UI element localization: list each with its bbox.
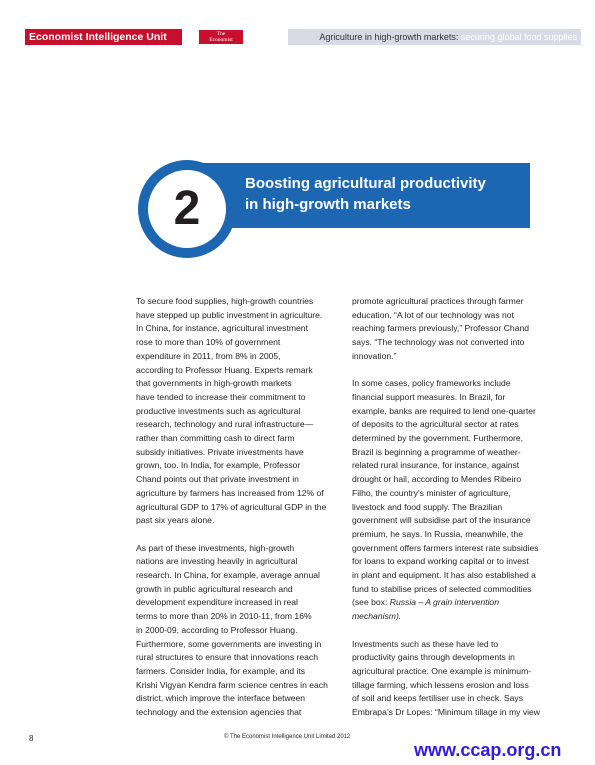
text-line: innovation.” <box>352 350 397 361</box>
text-line: expenditure in 2011, from 8% in 2005, <box>136 350 281 361</box>
text-line: promote agricultural practices through farmer <box>352 296 524 306</box>
text-line: development expenditure increased in real <box>136 597 298 608</box>
text-line: Furthermore, some governments are investing in <box>136 638 322 649</box>
text-line: livestock and food supply. The Brazilian <box>352 501 503 512</box>
chapter-number-circle <box>138 160 236 258</box>
text-line: have stepped up public investment in agriculture. <box>136 309 323 320</box>
text-line: technology and the extension agencies that <box>136 707 302 718</box>
text-line: of soil and keeps fertiliser use in check. Says <box>352 693 524 704</box>
text-line: nations are investing heavily in agricultural <box>136 556 298 567</box>
text-line: reaching farmers previously,” Professor Chand <box>352 323 530 334</box>
box-reference: Russia – A grain intervention <box>389 597 499 608</box>
text-line: Chand points out that private investment in <box>136 474 299 485</box>
text-line: related rural insurance, for instance, against <box>352 460 520 471</box>
eiu-brand: Economist Intelligence Unit <box>25 29 182 45</box>
see-box-prefix: (see box: <box>352 597 390 608</box>
logo-line-1: The <box>216 31 226 37</box>
text-line: fund to stabilise prices of selected commodities <box>352 583 532 594</box>
paragraph-gap <box>352 624 567 638</box>
text-line: agricultural practice. One example is minimum- <box>352 665 532 676</box>
text-line: farmers. Consider India, for example, and its <box>136 665 306 676</box>
text-line: education. “A lot of our technology was not <box>352 309 514 320</box>
text-line: As part of these investments, high-growth <box>136 542 295 553</box>
text-line: Investments such as these have led to <box>352 638 499 649</box>
copyright-notice: © The Economist Intelligence Unit Limited 2012 <box>224 734 351 740</box>
body-column-left <box>136 295 348 720</box>
page-header <box>25 29 581 45</box>
header-title <box>319 29 577 45</box>
text-line: productivity gains through developments in <box>352 652 515 663</box>
text-line: of deposits to the agricultural sector at rates <box>352 419 519 430</box>
chapter-banner <box>138 160 530 258</box>
economist-logo <box>199 30 243 44</box>
text-line: Filho, the country’s minister of agriculture, <box>352 487 511 498</box>
text-line: financial support measures. In Brazil, for <box>352 391 506 402</box>
chapter-title-line-1: Boosting agricultural productivity <box>245 175 486 192</box>
text-line: drought or hail, according to Mendes Ribeiro <box>352 474 522 485</box>
text-line: Krishi Vigyan Kendra farm science centres in each <box>136 679 328 690</box>
text-line: determined by the government. Furthermore, <box>352 433 524 444</box>
paragraph-gap <box>352 364 567 378</box>
text-line: example, banks are required to lend one-quarter <box>352 405 536 416</box>
text-line <box>352 596 567 610</box>
text-line: that governments in high-growth markets <box>136 378 292 389</box>
text-line: Embrapa’s Dr Lopes: “Minimum tillage in my view <box>352 707 541 718</box>
chapter-title <box>245 173 525 215</box>
chapter-number: 2 <box>148 170 226 248</box>
text-line: In China, for instance, agricultural investment <box>136 323 308 334</box>
text-line: rather than committing cash to direct farm <box>136 433 295 444</box>
text-line: in plant and equipment. It has also established a <box>352 570 536 581</box>
text-line: In some cases, policy frameworks include <box>352 378 511 389</box>
text-line: district, which improve the interface between <box>136 693 306 704</box>
paragraph-gap <box>136 528 348 542</box>
text-line: agriculture by farmers has increased from 12% of <box>136 487 324 498</box>
chapter-title-line-2: in high-growth markets <box>245 196 411 213</box>
text-line: agricultural GDP to 17% of agricultural GDP in the <box>136 501 327 512</box>
text-line: rural structures to ensure that innovations reach <box>136 652 318 663</box>
text-line: premium, he says. In Russia, meanwhile, the <box>352 528 523 539</box>
text-line: says. “The technology was not converted into <box>352 337 525 348</box>
text-line: productive investments such as agricultural <box>136 405 301 416</box>
text-line: past six years alone. <box>136 515 215 526</box>
text-line: for loans to expand working capital or to invest <box>352 556 529 567</box>
text-line: growth in public agricultural research and <box>136 583 293 594</box>
text-line: subsidy initiatives. Private investments have <box>136 446 304 457</box>
box-reference-end: mechanism). <box>352 611 402 622</box>
text-line: terms to more than 20% in 2010-11, from 16% <box>136 611 312 622</box>
text-line: grown, too. In India, for example, Professor <box>136 460 301 471</box>
text-line: research, technology and rural infrastructure— <box>136 419 314 430</box>
text-line: To secure food supplies, high-growth countries <box>136 296 314 306</box>
text-line: tillage farming, which lessens erosion and loss <box>352 679 529 690</box>
text-line: government will subsidise part of the insurance <box>352 515 531 526</box>
header-title-highlight: securing global food supplies <box>458 32 577 42</box>
text-line: in 2000-09, according to Professor Huang. <box>136 624 298 635</box>
page-number: 8 <box>29 734 34 743</box>
text-line: rose to more than 10% of government <box>136 337 281 348</box>
text-line: have tended to increase their commitment to <box>136 391 306 402</box>
logo-line-2: Economist <box>209 37 233 43</box>
header-title-bar <box>288 29 581 45</box>
text-line: government offers farmers interest rate subsidies <box>352 542 539 553</box>
watermark-url: www.ccap.org.cn <box>414 740 562 760</box>
body-column-right <box>352 295 567 720</box>
text-line: Brazil is beginning a programme of weather- <box>352 446 521 457</box>
header-title-main: Agriculture in high-growth markets: <box>319 32 459 42</box>
text-line: research. In China, for example, average annual <box>136 570 320 581</box>
text-line: according to Professor Huang. Experts remark <box>136 364 313 375</box>
